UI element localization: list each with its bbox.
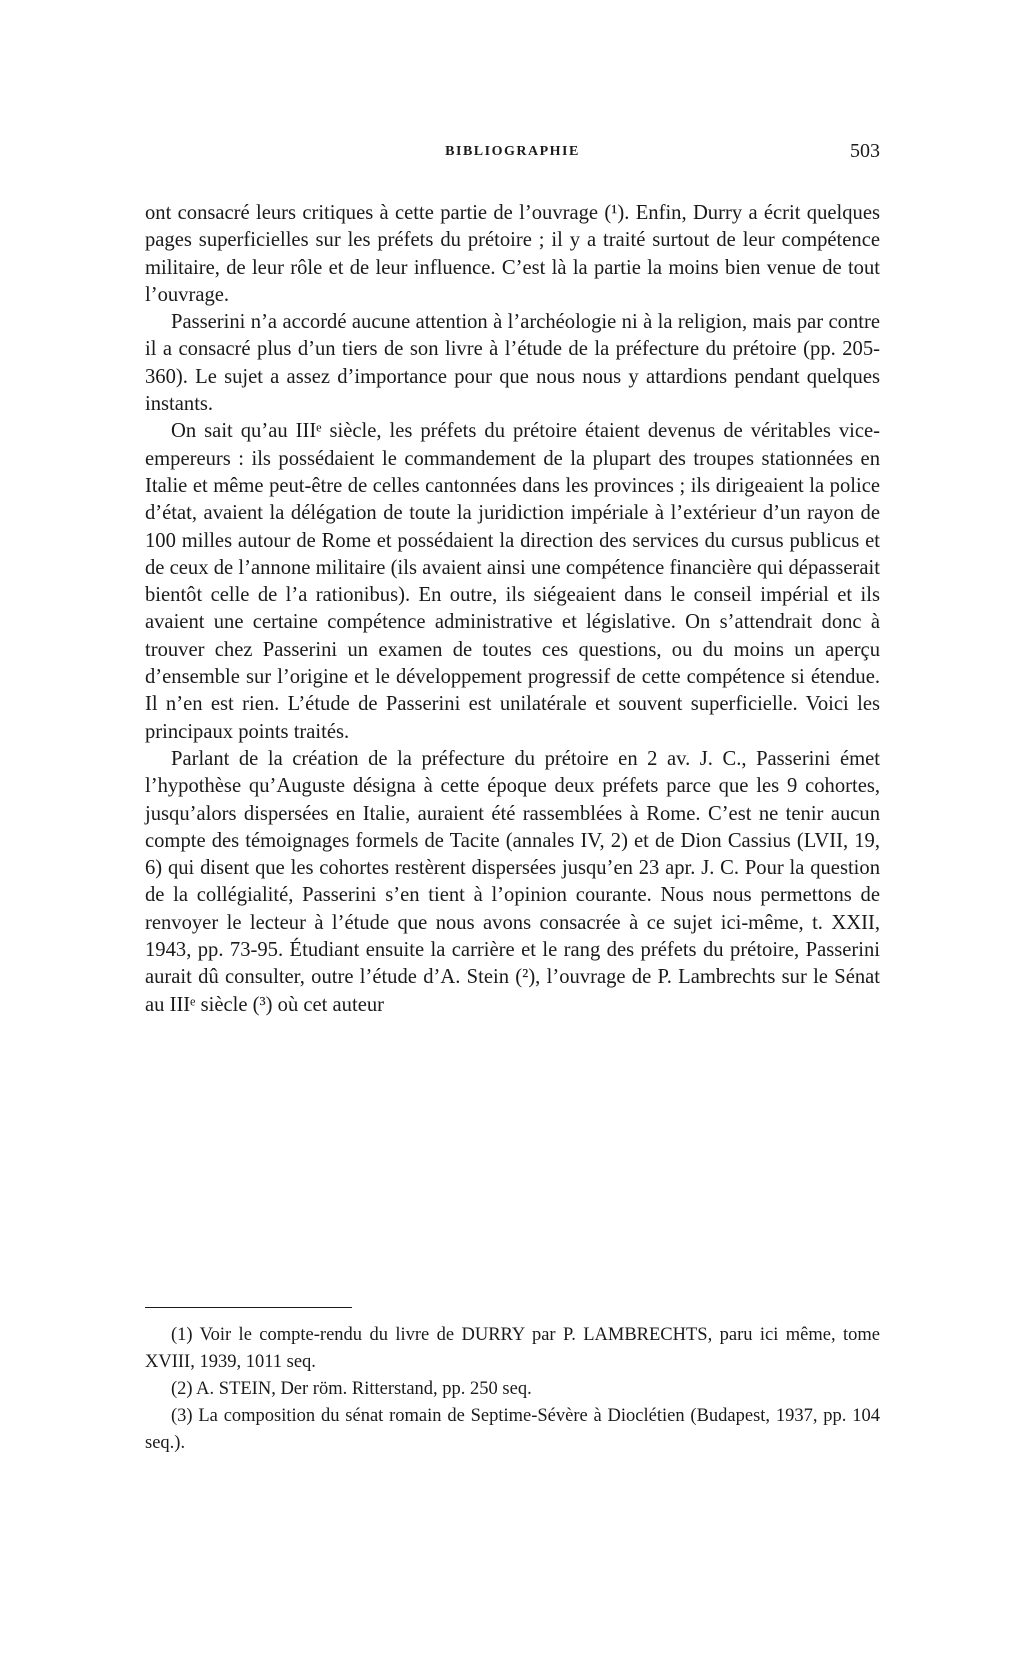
running-title: BIBLIOGRAPHIE [445,144,580,159]
footnote-separator [145,1307,352,1308]
footnote-2: (2) A. STEIN, Der röm. Ritterstand, pp. 250 seq. [171,1379,532,1399]
footnotes [145,1322,880,1457]
paragraph-3: On sait qu’au IIIᵉ siècle, les préfets du prétoire étaient devenus de véritables vice-empereurs : ils possédaient le commandement de la plupart des troupes stationnées en Italie et même peut-être de celles cantonnées dans les provinces ; ils dirigeaient la police d’état, avaient la délégation de toute la juridiction impériale à l’extérieur d’un rayon de 100 milles autour de Rome et possédaient la direction des services du cursus publicus et de ceux de l’annone militaire (ils avaient ainsi une compétence financière qui dépasserait bientôt celle de l’a rationibus). En outre, ils siégeaient dans le conseil impérial et ils avaient une certaine compétence administrative et législative. On s’attendrait donc à trouver chez Passerini un examen de toutes ces questions, ou du moins un aperçu d’ensemble sur l’origine et le développement progressif de cette compétence si étendue. Il n’en est rien. L’étude de Passerini est unilatérale et souvent superficielle. Voici les principaux points traités. [145,420,880,743]
footnote-1: (1) Voir le compte-rendu du livre de DURRY par P. LAMBRECHTS, paru ici même, tome XVIII, 1939, 1011 seq. [145,1325,880,1372]
running-header [145,140,880,170]
paragraph-2: Passerini n’a accordé aucune attention à l’archéologie ni à la religion, mais par contre il a consacré plus d’un tiers de son livre à l’étude de la préfecture du prétoire (pp. 205-360). Le sujet a assez d’importance pour que nous nous y attardions pendant quelques instants. [145,311,880,416]
paragraph-4: Parlant de la création de la préfecture du prétoire en 2 av. J. C., Passerini émet l’hypothèse qu’Auguste désigna à cette époque deux préfets parce que les 9 cohortes, jusqu’alors dispersées en Italie, auraient été rassemblées à Rome. C’est ne tenir aucun compte des témoignages formels de Tacite (annales IV, 2) et de Dion Cassius (LVII, 19, 6) qui disent que les cohortes restèrent dispersées jusqu’en 23 apr. J. C. Pour la question de la collégialité, Passerini s’en tient à l’opinion courante. Nous nous permettons de renvoyer le lecteur à l’étude que nous avons consacrée à ce sujet ici-même, t. XXII, 1943, pp. 73-95. Étudiant ensuite la carrière et le rang des préfets du prétoire, Passerini aurait dû consulter, outre l’étude d’A. Stein (²), l’ouvrage de P. Lambrechts sur le Sénat au IIIᵉ siècle (³) où cet auteur [145,747,880,1016]
paragraph-1: ont consacré leurs critiques à cette partie de l’ouvrage (¹). Enfin, Durry a écrit quelques pages superficielles sur les préfets du prétoire ; il y a traité surtout de leur compétence militaire, de leur rôle et de leur influence. C’est là la partie la moins bien venue de tout l’ouvrage. [145,202,880,306]
page-number: 503 [850,140,880,162]
body-text [145,200,880,1019]
footnote-3: (3) La composition du sénat romain de Septime-Sévère à Dioclétien (Budapest, 1937, pp. 104 seq.). [145,1406,880,1453]
